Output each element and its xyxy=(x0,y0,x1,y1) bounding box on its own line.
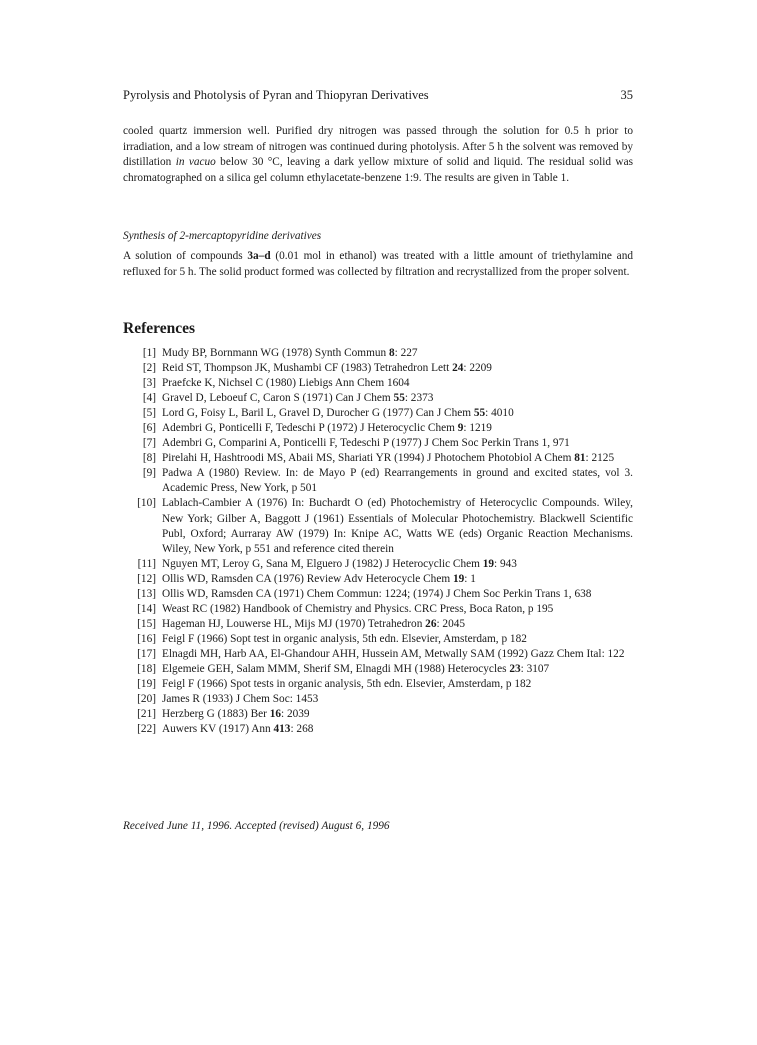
reference-pages: : 943 xyxy=(494,557,517,570)
reference-number: [6] xyxy=(142,422,156,435)
reference-text xyxy=(162,677,633,692)
reference-body: Ollis WD, Ramsden CA (1976) Review Adv Heterocycle Chem xyxy=(162,572,453,585)
reference-pages: : 2373 xyxy=(404,392,434,405)
reference-body: James R (1933) J Chem Soc: 1453 xyxy=(162,693,319,706)
reference-text xyxy=(162,572,633,587)
reference-volume: 24 xyxy=(452,362,464,375)
reference-item xyxy=(123,692,633,707)
synthesis-text-2: (0.01 mol in ethanol) was treated with a little amount of triethylamine and refluxed for 5 h. The solid product formed was collected by filtration and recrystallized from the proper solvent. xyxy=(123,250,633,278)
synthesis-paragraph xyxy=(123,249,633,280)
reference-text xyxy=(162,451,633,466)
reference-number: [4] xyxy=(142,392,156,405)
references-heading: References xyxy=(123,320,196,337)
reference-volume: 8 xyxy=(389,347,395,359)
reference-number: [19] xyxy=(137,678,156,691)
reference-volume: 19 xyxy=(482,557,495,570)
compound-label: 3a–d xyxy=(247,250,271,262)
received-date: Received June 11, 1996. Accepted (revised) August 6, 1996 xyxy=(123,820,390,832)
reference-body: Auwers KV (1917) Ann xyxy=(162,723,274,736)
reference-body: Ollis WD, Ramsden CA (1971) Chem Commun: 1224; (1974) J Chem Soc Perkin Trans 1, 638 xyxy=(162,587,592,600)
reference-pages: : 1219 xyxy=(463,422,492,435)
reference-pages: : 2039 xyxy=(281,708,310,721)
synthesis-text-1: A solution of compounds xyxy=(123,250,248,262)
reference-number: [18] xyxy=(137,662,156,675)
synthesis-subheading: Synthesis of 2-mercaptopyridine derivatives xyxy=(123,230,322,242)
reference-body: Adembri G, Comparini A, Ponticelli F, Tedeschi P (1977) J Chem Soc Perkin Trans 1, 971 xyxy=(162,437,570,450)
reference-number: [17] xyxy=(137,647,156,660)
reference-item xyxy=(123,346,633,361)
reference-text xyxy=(162,496,633,556)
reference-item xyxy=(123,361,633,376)
reference-number: [5] xyxy=(142,407,156,420)
reference-number: [15] xyxy=(137,617,156,630)
reference-body: Gravel D, Leboeuf C, Caron S (1971) Can J Chem xyxy=(162,392,394,405)
reference-number: [13] xyxy=(137,587,156,600)
reference-number: [7] xyxy=(142,437,156,450)
reference-pages: : 2125 xyxy=(585,452,615,465)
reference-text xyxy=(162,346,633,361)
reference-text xyxy=(162,391,633,406)
reference-item xyxy=(123,421,633,436)
reference-volume: 26 xyxy=(425,617,437,630)
reference-text xyxy=(162,361,633,376)
references-list xyxy=(123,346,633,737)
reference-text xyxy=(162,376,633,391)
reference-item xyxy=(123,662,633,677)
reference-volume: 16 xyxy=(269,708,281,721)
reference-item xyxy=(123,496,633,556)
running-title: Pyrolysis and Photolysis of Pyran and Thiopyran Derivatives xyxy=(123,88,429,102)
reference-body: Padwa A (1980) Review. In: de Mayo P (ed) Rearrangements in ground and excited states, vol 3. Academic Press, New York, p 501 xyxy=(162,467,633,495)
reference-item xyxy=(123,572,633,587)
reference-number: [9] xyxy=(142,467,156,480)
reference-item xyxy=(123,436,633,451)
reference-number: [22] xyxy=(137,723,156,736)
reference-number: [2] xyxy=(142,362,156,375)
reference-item xyxy=(123,557,633,572)
reference-volume: 413 xyxy=(273,723,291,736)
experimental-text-italic: in vacuo xyxy=(175,156,216,169)
experimental-paragraph xyxy=(123,124,633,186)
reference-text xyxy=(162,617,633,632)
reference-body: Herzberg G (1883) Ber xyxy=(162,708,270,721)
reference-text xyxy=(162,647,633,662)
reference-body: Hageman HJ, Louwerse HL, Mijs MJ (1970) Tetrahedron xyxy=(162,617,426,630)
reference-volume: 81 xyxy=(574,452,586,465)
experimental-text-1: cooled quartz immersion well. Purified dry nitrogen was passed through the solution for 0.5 h prior to irradiation, and a low stream of nitrogen was continued during photolysis. After 5 h the solvent was removed by distillation xyxy=(123,125,633,169)
reference-body: Pirelahi H, Hashtroodi MS, Abaii MS, Shariati YR (1994) J Photochem Photobiol A Chem xyxy=(162,452,575,465)
reference-text xyxy=(162,466,633,496)
reference-body: Adembri G, Ponticelli F, Tedeschi P (1972) J Heterocyclic Chem xyxy=(162,422,458,435)
reference-item xyxy=(123,451,633,466)
reference-item xyxy=(123,602,633,617)
reference-item xyxy=(123,707,633,722)
reference-item xyxy=(123,391,633,406)
reference-body: Mudy BP, Bornmann WG (1978) Synth Commun xyxy=(162,347,389,359)
reference-body: Elgemeie GEH, Salam MMM, Sherif SM, Elnagdi MH (1988) Heterocycles xyxy=(162,662,510,675)
reference-item xyxy=(123,722,633,737)
reference-body: Reid ST, Thompson JK, Mushambi CF (1983) Tetrahedron Lett xyxy=(162,362,453,375)
reference-item xyxy=(123,677,633,692)
reference-number: [11] xyxy=(137,557,156,570)
reference-item xyxy=(123,466,633,496)
reference-text xyxy=(162,436,633,451)
reference-pages: : 227 xyxy=(394,347,418,359)
experimental-text-2: below 30 °C, leaving a dark yellow mixture of solid and liquid. The residual solid was chromatographed on a silica gel column ethylacetate-benzene 1:9. The results are given in Table 1. xyxy=(123,156,633,184)
reference-text xyxy=(162,632,633,647)
reference-number: [20] xyxy=(137,693,156,706)
reference-volume: 55 xyxy=(393,392,405,405)
reference-body: Weast RC (1982) Handbook of Chemistry and Physics. CRC Press, Boca Raton, p 195 xyxy=(162,602,554,615)
reference-text xyxy=(162,602,633,617)
reference-pages: : 2209 xyxy=(463,362,492,375)
reference-body: Praefcke K, Nichsel C (1980) Liebigs Ann Chem 1604 xyxy=(162,377,410,390)
reference-item xyxy=(123,587,633,602)
reference-text xyxy=(162,692,633,707)
reference-item xyxy=(123,647,633,662)
reference-number: [21] xyxy=(137,708,156,721)
reference-text xyxy=(162,587,633,602)
reference-item xyxy=(123,617,633,632)
reference-number: [3] xyxy=(142,377,156,390)
reference-body: Feigl F (1966) Spot tests in organic analysis, 5th edn. Elsevier, Amsterdam, p 182 xyxy=(162,678,532,691)
reference-item xyxy=(123,632,633,647)
reference-volume: 9 xyxy=(457,422,464,435)
reference-body: Nguyen MT, Leroy G, Sana M, Elguero J (1982) J Heterocyclic Chem xyxy=(162,557,483,570)
reference-pages: : 3107 xyxy=(520,662,550,675)
reference-text xyxy=(162,406,633,421)
reference-number: [16] xyxy=(137,632,156,645)
reference-number: [1] xyxy=(142,347,156,359)
reference-volume: 55 xyxy=(473,407,486,420)
reference-body: Lablach-Cambier A (1976) In: Buchardt O (ed) Photochemistry of Heterocyclic Compounds. Wiley, New York; Gilber A, Baggott J (1961) Essentials of Molecular Photochemistry. Blackwell Scientific Publ, Oxford; Aurraray AW (1979) In: Knipe AC, Watts WE (eds) Organic Reaction Mechanisms. Wiley, New York, p 551 and reference cited therein xyxy=(162,497,633,555)
reference-number: [14] xyxy=(137,602,156,615)
reference-body: Lord G, Foisy L, Baril L, Gravel D, Durocher G (1977) Can J Chem xyxy=(162,407,474,420)
reference-text xyxy=(162,707,633,722)
reference-body: Feigl F (1966) Sopt test in organic analysis, 5th edn. Elsevier, Amsterdam, p 182 xyxy=(162,632,527,645)
reference-pages: : 1 xyxy=(464,572,476,585)
reference-text xyxy=(162,421,633,436)
page-number: 35 xyxy=(620,88,633,102)
reference-text xyxy=(162,662,633,677)
reference-item xyxy=(123,376,633,391)
reference-text xyxy=(162,722,633,737)
reference-pages: : 268 xyxy=(290,723,314,736)
reference-pages: : 2045 xyxy=(436,617,466,630)
reference-volume: 19 xyxy=(452,572,465,585)
reference-text xyxy=(162,557,633,572)
reference-item xyxy=(123,406,633,421)
reference-body: Elnagdi MH, Harb AA, El-Ghandour AHH, Hussein AM, Metwally SAM (1992) Gazz Chem Ital: 122 xyxy=(162,647,625,660)
reference-number: [10] xyxy=(137,497,156,510)
reference-volume: 23 xyxy=(509,662,521,675)
reference-number: [8] xyxy=(142,452,156,465)
reference-number: [12] xyxy=(137,572,156,585)
reference-pages: : 4010 xyxy=(485,407,514,420)
